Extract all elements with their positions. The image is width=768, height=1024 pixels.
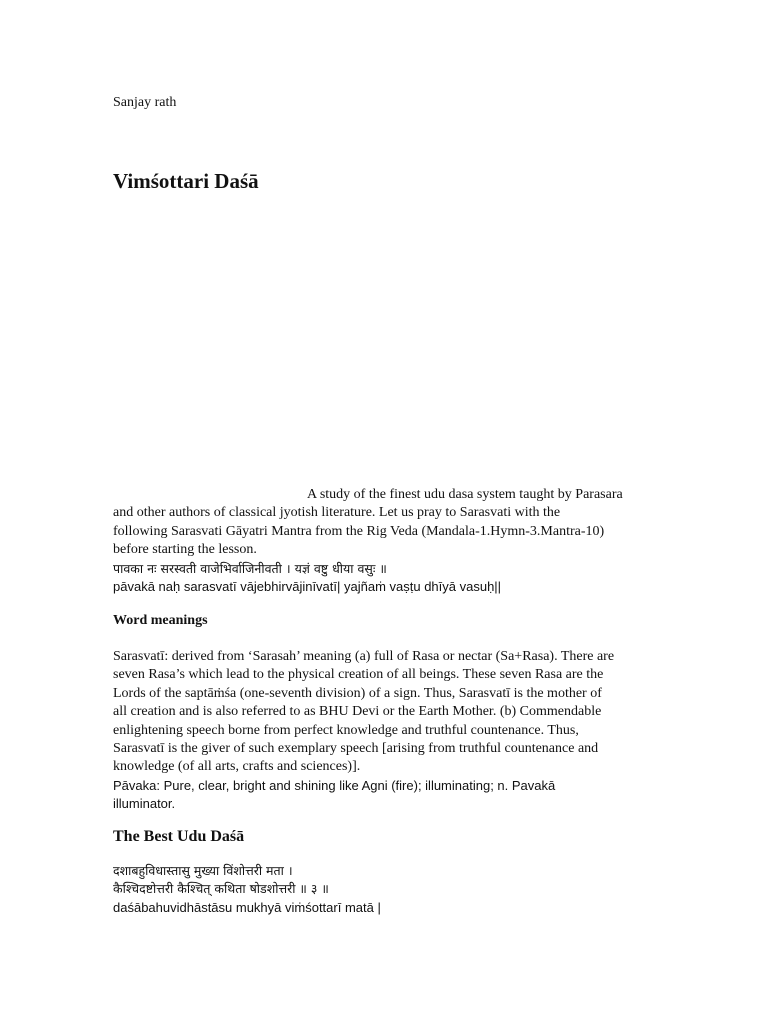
intro-line: and other authors of classical jyotish literature. Let us pray to Sarasvati with the [113,505,561,521]
meaning-line: seven Rasa’s which lead to the physical creation of all beings. These seven Rasa are the [113,667,604,683]
verse-devanagari-line: दशाबहुविधास्तासु मुख्या विंशोत्तरी मता । [113,863,293,878]
intro-line: following Sarasvati Gāyatri Mantra from the Rig Veda (Mandala-1.Hymn-3.Mantra-10) [113,523,605,539]
intro-line: before starting the lesson. [113,542,257,558]
word-meanings-paragraph [113,648,658,814]
meaning-line: Sarasvatī: derived from ‘Sarasah’ meaning (a) full of Rasa or nectar (Sa+Rasa). There are [113,649,615,664]
mantra-transliteration: pāvakā naḥ sarasvatī vājebhirvājinīvatī| yajñaṁ vaṣṭu dhīyā vasuḥ|| [113,579,502,595]
verse-block [113,862,658,917]
meaning-line: Lords of the saptāṁśa (one-seventh division) of a sign. Thus, Sarasvatī is the mother of [113,685,602,701]
intro-paragraph [113,486,658,596]
meaning-line: all creation and is also referred to as BHU Devi or the Earth Mother. (b) Commendable [113,704,602,720]
pavaka-definition-line: illuminator. [113,796,176,812]
author-name: Sanjay rath [113,95,177,110]
pavaka-definition-line: Pāvaka: Pure, clear, bright and shining like Agni (fire); illuminating; n. Pavakā [113,777,556,793]
verse-devanagari-line: कैश्चिदष्टोत्तरी कैश्चित् कथिता षोडशोत्तरी ॥ ३ ॥ [113,881,329,897]
meaning-line: enlightening speech borne from perfect knowledge and truthful countenance. Thus, [113,722,579,738]
meaning-line: Sarasvatī is the giver of such exemplary speech [arising from truthful countenance and [113,741,599,757]
intro-line: A study of the finest udu dasa system taught by Parasara [307,487,623,502]
verse-transliteration-line: daśābahuvidhāstāsu mukhyā viṁśottarī matā | [113,899,381,915]
mantra-devanagari: पावका नः सरस्वती वाजेभिर्वाजिनीवती । यज्ञं वष्टु धीया वसुः ॥ [113,560,387,576]
meaning-line: knowledge (of all arts, crafts and sciences)]. [113,759,361,775]
document-title: Vimśottari Daśā [113,169,259,193]
best-udu-dasa-heading: The Best Udu Daśā [113,828,245,845]
word-meanings-heading: Word meanings [113,613,208,628]
